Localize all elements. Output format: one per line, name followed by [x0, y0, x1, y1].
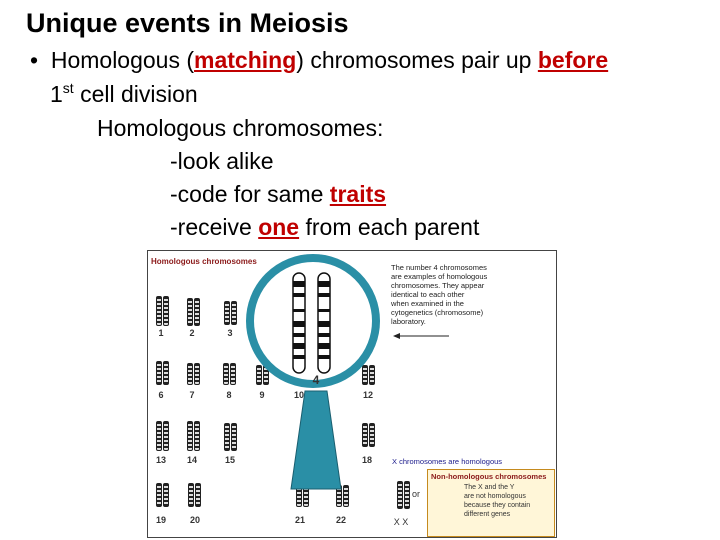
- chromosome-number: 18: [361, 455, 372, 465]
- chromosome-number: 22: [335, 515, 346, 525]
- chromosome: [224, 423, 230, 451]
- chromosome: [156, 296, 162, 326]
- bullet-symbol: •: [30, 47, 39, 73]
- chromosome: [231, 301, 237, 325]
- chromosome-number: 13: [155, 455, 166, 465]
- or-label: or: [411, 489, 420, 499]
- chromosome: [194, 363, 200, 385]
- note-line: cytogenetics (chromosome): [391, 308, 484, 317]
- chromosome: [194, 298, 200, 326]
- non-homologous-line: because they contain: [464, 502, 531, 509]
- line2-post: cell division: [73, 81, 198, 107]
- magnified-chromosome-number: 4: [312, 373, 320, 387]
- note-line: The number 4 chromosomes: [391, 263, 487, 272]
- line6-pre: -receive: [170, 214, 259, 240]
- line1-pre: Homologous (: [50, 47, 195, 73]
- chromosome: [194, 421, 200, 451]
- chromosome: [231, 423, 237, 451]
- chromosome: [163, 483, 169, 507]
- x-chromosome: [397, 481, 403, 509]
- chromosome: [163, 361, 169, 385]
- chromosome-number: 12: [362, 390, 373, 400]
- highlight-before: before: [537, 47, 609, 73]
- highlight-traits: traits: [329, 181, 387, 207]
- sub-item-traits: [170, 180, 386, 208]
- chromosome: [224, 301, 230, 325]
- chromosome: [230, 363, 236, 385]
- homologous-note: [391, 263, 487, 326]
- chromosome-number: 21: [294, 515, 305, 525]
- chromosome: [195, 483, 201, 507]
- non-homologous-line: The X and the Y: [464, 484, 515, 491]
- chromosome: [156, 483, 162, 507]
- chromosome-number: 3: [227, 328, 233, 338]
- magnifier-icon: [243, 251, 383, 491]
- chromosome-number: 6: [158, 390, 164, 400]
- xx-label: X X: [393, 517, 409, 527]
- chromosome: [163, 296, 169, 326]
- line2-sup: st: [62, 80, 74, 96]
- chromosome-number: 7: [189, 390, 195, 400]
- bullet-line-1: [30, 46, 608, 74]
- slide-title: Unique events in Meiosis: [26, 8, 349, 38]
- chromosome: [188, 483, 194, 507]
- x-homologous-note: X chromosomes are homologous: [392, 457, 503, 466]
- highlight-one: one: [258, 214, 300, 240]
- note-line: when examined in the: [391, 299, 464, 308]
- chromosome: [156, 361, 162, 385]
- chromosome-number: 20: [189, 515, 200, 525]
- karyotype-figure: [147, 250, 557, 538]
- note-line: laboratory.: [391, 317, 426, 326]
- line2-pre: 1: [50, 81, 63, 107]
- chromosome-number: 14: [186, 455, 197, 465]
- highlight-matching: matching: [194, 47, 297, 73]
- line6-post: from each parent: [299, 214, 480, 240]
- chromosome: [223, 363, 229, 385]
- chromosome: [163, 421, 169, 451]
- non-homologous-line: are not homologous: [464, 493, 526, 500]
- non-homologous-title: Non-homologous chromosomes: [431, 472, 547, 481]
- chromosome-number: 9: [259, 390, 265, 400]
- chromosome: [187, 421, 193, 451]
- sub-item-one-each-parent: [170, 213, 479, 241]
- non-homologous-line: different genes: [464, 511, 511, 518]
- note-line: are examples of homologous: [391, 272, 488, 281]
- chromosome: [187, 363, 193, 385]
- figure-title: Homologous chromosomes: [151, 257, 257, 266]
- chromosome: [187, 298, 193, 326]
- chromosome: [156, 421, 162, 451]
- chromosome-number: 8: [226, 390, 232, 400]
- sub-heading: Homologous chromosomes:: [97, 115, 384, 141]
- note-line: chromosomes. They appear: [391, 281, 485, 290]
- sub-item-look-alike: -look alike: [170, 148, 274, 174]
- bullet-line-2: [50, 80, 198, 108]
- note-line: identical to each other: [391, 290, 465, 299]
- chromosome-number: 10: [293, 390, 304, 400]
- chromosome-number: 19: [155, 515, 166, 525]
- non-homologous-box: [427, 469, 555, 537]
- chromosome-number: 1: [158, 328, 164, 338]
- line1-mid: ) chromosomes pair up: [296, 47, 538, 73]
- chromosome-number: 2: [189, 328, 195, 338]
- line5-pre: -code for same: [170, 181, 330, 207]
- chromosome-number: 15: [224, 455, 235, 465]
- pointer-arrow-icon: [393, 331, 453, 341]
